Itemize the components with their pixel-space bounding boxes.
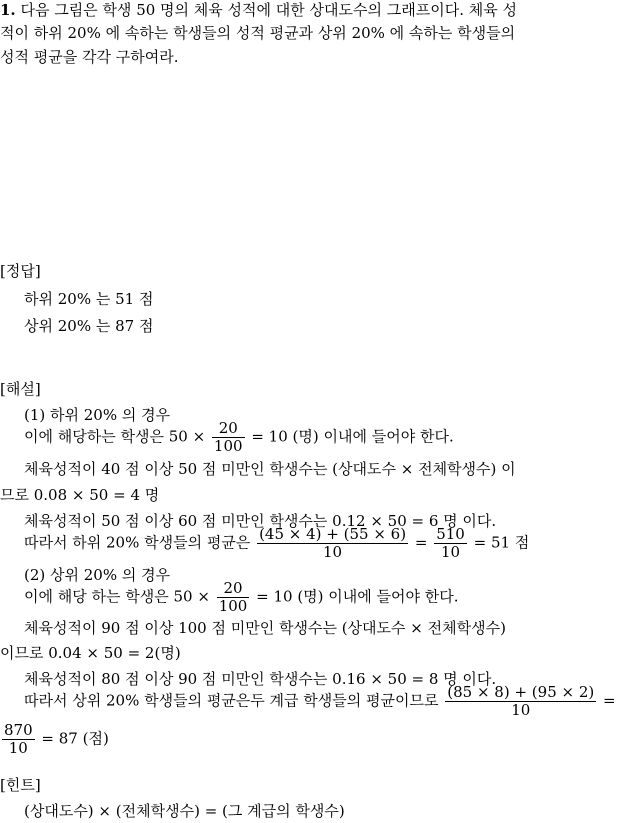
solution-line-8: 이에 해당 하는 학생은 50 × $\frac{20}{100}$ = 10 (명) 이내에 들어야 한다. bbox=[24, 579, 459, 615]
solution-header: [해설] bbox=[0, 380, 41, 398]
solution-line-2: 이에 해당하는 학생은 50 × $\frac{20}{100}$ = 10 (명) 이내에 들어야 한다. bbox=[24, 419, 454, 455]
solution-line-13: $\frac{870}{10}$ = 87 (점) bbox=[4, 721, 109, 757]
solution-line-12: 따라서 상위 20% 학생들의 평균은두 계급 학생들의 평균이므로 $\frac{(85 \times 8) + (95 \times 2)}{10}$ = bbox=[24, 683, 616, 719]
solution-line-7: (2) 상위 20% 의 경우 bbox=[24, 566, 171, 584]
solution-line-4: 므로 0.08 × 50 = 4 명 bbox=[0, 486, 160, 504]
hint-line-1: (상대도수) × (전체학생수) = (그 계급의 학생수) bbox=[24, 802, 345, 820]
answer-line-1: 하위 20% 는 51 점 bbox=[24, 290, 154, 308]
fraction-lower-sum: $\frac{(45 \times 4) + (55 \times 6)}{10}$ bbox=[259, 525, 407, 561]
question-text-1: 다음 그림은 학생 50 명의 체육 성적에 대한 상대도수의 그래프이다. 체육 성 bbox=[20, 1, 517, 19]
solution-line-11: 체육성적이 80 점 이상 90 점 미만인 학생수는 0.16 × 50 = 8 명 이다. bbox=[24, 670, 497, 688]
question-number: 1. bbox=[0, 1, 16, 19]
solution-line-6: 따라서 하위 20% 학생들의 평균은 $\frac{(45 \times 4) + (55 \times 6)}{10}$ = $\frac{510}{10}$ = 51 점 bbox=[24, 525, 530, 561]
fraction-510-10: $\frac{510}{10}$ bbox=[436, 525, 465, 561]
solution-line-1: (1) 하위 20% 의 경우 bbox=[24, 406, 171, 424]
solution-line-5: 체육성적이 50 점 이상 60 점 미만인 학생수는 0.12 × 50 = 6 명 이다. bbox=[24, 512, 497, 530]
fraction-20-100-b: $\frac{20}{100}$ bbox=[218, 579, 248, 615]
question-line-3: 성적 평균을 각각 구하여라. bbox=[0, 48, 179, 66]
fraction-20-100: $\frac{20}{100}$ bbox=[213, 419, 243, 455]
hint-header: [힌트] bbox=[0, 776, 41, 794]
solution-line-10: 이므로 0.04 × 50 = 2(명) bbox=[0, 644, 181, 662]
solution-line-3: 체육성적이 40 점 이상 50 점 미만인 학생수는 (상대도수 × 전체학생수) 이 bbox=[24, 460, 516, 478]
answer-header: [정답] bbox=[0, 262, 41, 280]
question-line-2: 적이 하위 20% 에 속하는 학생들의 성적 평균과 상위 20% 에 속하는 학생들의 bbox=[0, 24, 516, 42]
answer-line-2: 상위 20% 는 87 점 bbox=[24, 317, 154, 335]
fraction-870-10: $\frac{870}{10}$ bbox=[4, 721, 33, 757]
fraction-upper-sum: $\frac{(85 \times 8) + (95 \times 2)}{10}$ bbox=[447, 683, 595, 719]
question-line-1 bbox=[0, 0, 517, 22]
solution-line-9: 체육성적이 90 점 이상 100 점 미만인 학생수는 (상대도수 × 전체학생수) bbox=[24, 619, 506, 637]
